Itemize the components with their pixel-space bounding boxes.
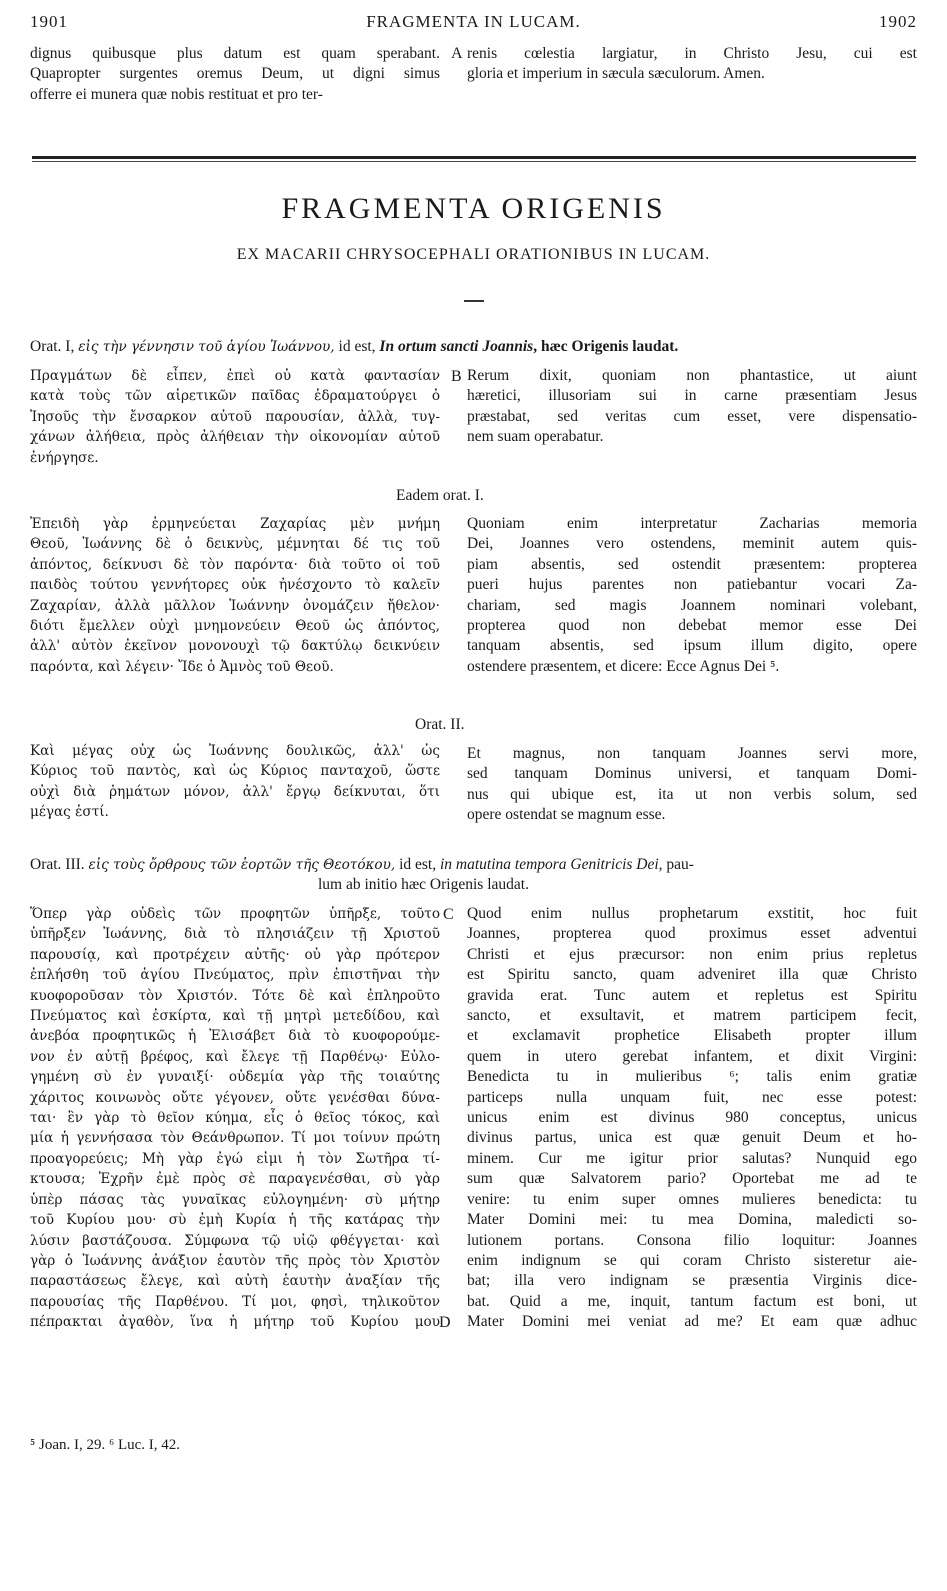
- text-line: offerre ei munera quæ nobis restituat et pro ter-: [30, 85, 323, 103]
- margin-marker-d: D: [439, 1314, 451, 1331]
- heading-suffix: pau-: [662, 856, 694, 873]
- text-line: ἀνεβόα προφητικῶς ἡ Ἐλισάβετ διὰ τὸ κυοφορούμε-: [30, 1028, 440, 1045]
- text-line: Κύριος τοῦ παντὸς, καὶ ὡς Κύριος πανταχοῦ, ὥστε: [30, 763, 440, 780]
- text-line: Dei, Joannes vero ostendens, meminit autem quis-: [467, 535, 917, 553]
- text-line: παραστάσεως ἔλεγε, καὶ αὐτὴ ἑαυτὴν ἀναξίαν τῆς: [30, 1273, 440, 1290]
- text-line: ostendere præsentem, et dicere: Ecce Agnus Dei ⁵.: [467, 657, 780, 675]
- orat-label: Orat. I,: [30, 338, 79, 355]
- top-left-continuation: [30, 44, 440, 105]
- text-line: ἐπλήσθη τοῦ ἁγίου Πνεύματος, πρὶν ἐπιστῆναι τὴν: [30, 967, 440, 984]
- section-title: FRAGMENTA ORIGENIS: [281, 192, 666, 225]
- heading-connector: id est,: [395, 856, 440, 873]
- text-line: Quapropter surgentes oremus Deum, ut digni simus: [30, 65, 440, 83]
- text-line: παρουσίᾳ, καὶ προτρέχειν αὐτῆς· οὐ γὰρ πρότερον: [30, 946, 440, 963]
- text-line: παρουσίας τῆς Παρθένου. Τί μοι, φησὶ, τηλικοῦτον: [30, 1293, 440, 1310]
- short-rule: [464, 300, 484, 302]
- text-line: bat. Quid a me, inquit, tantum factum est boni, ut: [467, 1292, 917, 1310]
- para-3-greek: [30, 741, 440, 823]
- text-line: bat; illa vero indignam se præsentia Virginis dice-: [467, 1272, 917, 1290]
- text-line: Ἰησοῦς τὴν ἔνσαρκον αὐτοῦ παρουσίαν, ἀλλὰ, τυγ-: [30, 408, 440, 425]
- text-line: προαγορεύεις; Μὴ γὰρ ἐγώ εἰμι ἡ τὸν Σωτῆρα τί-: [30, 1150, 440, 1167]
- text-line: νον ἐν αὐτῇ βρέφος, καὶ ἔλεγε τῇ Παρθένῳ· Εὐλο-: [30, 1048, 440, 1065]
- text-line: ἀλλ' αὐτὸν ἐκεῖνον μονονουχὶ τῷ δακτύλῳ δεικνύειν: [30, 638, 440, 655]
- text-line: hæretici, illusoriam sui in carne præsentiam Jesus: [467, 387, 917, 405]
- text-line: μία ἡ γεννήσασα τὸν Θεάνθρωπον. Τί μοι τοίνυν πρώτη: [30, 1130, 440, 1147]
- text-line: Et magnus, non tanquam Joannes servi more,: [467, 745, 917, 762]
- text-line: piam absentis, sed ostendit præsentem: propterea: [467, 555, 917, 573]
- latin-title: In ortum sancti Joannis: [379, 338, 534, 355]
- text-line: propterea quod non debebat memor esse Dei: [467, 617, 917, 635]
- text-line: Θεοῦ, Ἰωάννης δὲ ὁ δεικνὺς, μέμνηται δέ τις τοῦ: [30, 536, 440, 553]
- orat-2-heading: Orat. II.: [415, 716, 465, 733]
- text-line: Benedicta tu in mulieribus ⁶; talis enim gratiæ: [467, 1068, 917, 1086]
- text-line: pueri hujus parentes non patiebantur vocari Za-: [467, 576, 917, 594]
- text-line: Ζαχαρίαν, ἀλλὰ μᾶλλον Ἰωάννην ὀνομάζειν ἤθελον·: [30, 597, 440, 614]
- text-line: παιδὸς τούτου γεννήτορες οὐκ ἠνέσχοντο τὸ καλεῖν: [30, 577, 440, 594]
- text-line: τοῦ Κυρίου μου· σὺ ἐμὴ Κυρία ἡ τῆς κατάρας τὴν: [30, 1212, 440, 1229]
- left-column-number: 1901: [30, 12, 68, 31]
- text-line: ἐνήργησε.: [30, 449, 99, 466]
- text-line: renis cœlestia largiatur, in Christo Jesu, cui est: [467, 45, 917, 62]
- greek-title: εἰς τοὺς ὄρθρους τῶν ἑορτῶν τῆς Θεοτόκου,: [88, 857, 396, 873]
- text-line: Mater Domini mei veniat ad me? Et eam quæ adhuc: [467, 1313, 917, 1331]
- text-line: Πραγμάτων δὲ εἶπεν, ἐπεὶ οὐ κατὰ φαντασίαν: [30, 368, 440, 384]
- latin-title: in matutina tempora Genitricis Dei,: [439, 856, 663, 873]
- orat-label: Orat. III.: [30, 856, 89, 873]
- text-line: et exclamavit prophetice Elisabeth propter illum: [467, 1027, 917, 1045]
- text-line: minem. Cur me igitur prior salutas? Nunquid ego: [467, 1149, 917, 1167]
- text-line: ται· ἓν γὰρ τὸ θεῖον κύημα, εἷς ὁ θεῖος τόκος, καὶ: [30, 1110, 440, 1127]
- text-line: quem in utero gerebat infantem, et dixit Virgini:: [467, 1047, 917, 1065]
- text-line: nem suam operabatur.: [467, 428, 604, 446]
- text-line: Quoniam enim interpretatur Zacharias memoria: [467, 515, 917, 532]
- footnotes: ⁵ Joan. I, 29. ⁶ Luc. I, 42.: [30, 1437, 181, 1453]
- text-line: venire: tu enim super omnes mulieres benedicta: tu: [467, 1190, 917, 1208]
- text-line: sum quæ Salvatorem pario? Oportebat me ad te: [467, 1170, 917, 1188]
- text-line: sancto, et exsultavit, et matrem participem fecit,: [467, 1007, 917, 1025]
- text-line: Rerum dixit, quoniam non phantastice, ut aiunt: [467, 367, 917, 384]
- section-subtitle: EX MACARII CHRYSOCEPHALI ORATIONIBUS IN LUCAM.: [236, 246, 711, 263]
- text-line: enim indignum se qui coram Christo sisteretur aie-: [467, 1251, 917, 1269]
- text-line: ὑπῆρξεν Ἰωάννης, διὰ τὸ πλησιάζειν τῇ Χριστοῦ: [30, 926, 440, 943]
- orat-3-heading: [30, 855, 920, 875]
- text-line: χάριτος κοινωνὸς οὔτε γέγονεν, οὔτε γενέσθαι δύνα-: [30, 1089, 440, 1106]
- margin-marker-c: C: [443, 906, 454, 923]
- para-2-latin: [467, 514, 917, 677]
- eadem-heading: Eadem orat. I.: [396, 487, 484, 504]
- orat-1-heading: [30, 337, 920, 357]
- text-line: ἀπόντος, δείκνυσι δὲ τὸν παρόντα· διὰ τοῦτο οἱ τοῦ: [30, 556, 440, 573]
- text-line: unicus enim est divinus 980 conceptus, unicus: [467, 1109, 917, 1127]
- text-line: sed tanquam Dominus universi, et tanquam Domi-: [467, 765, 917, 783]
- text-line: κυοφοροῦσαν τὸν Χριστόν. Τότε δὲ καὶ ἐπληροῦτο: [30, 987, 440, 1004]
- text-line: Ὅπερ γὰρ οὐδεὶς τῶν προφητῶν ὑπῆρξε, τοῦτο: [30, 906, 440, 922]
- text-line: Quod enim nullus prophetarum exstitit, hoc fuit: [467, 905, 917, 922]
- text-line: tanquam absentis, sed ipsum illum digito, opere: [467, 637, 917, 655]
- text-line: gloria et imperium in sæcula sæculorum. Amen.: [467, 65, 765, 83]
- running-title: FRAGMENTA IN LUCAM.: [366, 12, 581, 31]
- text-line: μέγας ἐστί.: [30, 804, 109, 821]
- right-column-number: 1902: [879, 12, 917, 31]
- text-line: particeps nulla unquam fuit, nec esse potest:: [467, 1088, 917, 1106]
- text-line: λύσιν βαστάζουσα. Σύμφωνα τῷ υἱῷ φθέγγεται· καὶ: [30, 1232, 440, 1249]
- text-line: dignus quibusque plus datum est quam sperabant.: [30, 45, 440, 62]
- para-4-greek: [30, 904, 440, 1333]
- text-line: κτουσα; Ἐχρῆν ἐμὲ πρὸς σὲ παραγενέσθαι, σὺ γὰρ: [30, 1171, 440, 1188]
- section-divider-thin: [32, 161, 916, 162]
- greek-title: εἰς τὴν γέννησιν τοῦ ἁγίου Ἰωάννου,: [78, 339, 335, 355]
- para-3-latin: [467, 744, 917, 826]
- section-divider: [32, 156, 916, 159]
- text-line: οὐχὶ διὰ ῥημάτων μόνον, ἀλλ' ἔργῳ δείκνυται, ὅτι: [30, 783, 440, 800]
- text-line: χάνων ἀλήθεια, πρὸς ἀλήθειαν τὴν οἰκονομίαν αὐτοῦ: [30, 429, 440, 446]
- margin-marker-a: A: [451, 45, 463, 62]
- text-line: Ἐπειδὴ γὰρ ἑρμηνεύεται Ζαχαρίας μὲν μνήμη: [30, 516, 440, 532]
- text-line: κατὰ τοὺς τῶν αἱρετικῶν παῖδας ἐδραματούργει ὁ: [30, 388, 440, 405]
- text-line: opere ostendat se magnum esse.: [467, 806, 666, 824]
- text-line: πέπρακται ἀγαθὸν, ἵνα ἡ μήτηρ τοῦ Κυρίου μου: [30, 1314, 440, 1331]
- margin-marker-b: B: [451, 368, 462, 385]
- text-line: διότι ἔμελλεν οὐχὶ μνημονεύειν Θεοῦ ὡς ἀπόντος,: [30, 618, 440, 635]
- text-line: Joannes, propterea quod proximus esset adventui: [467, 925, 917, 943]
- heading-suffix: , hæc Origenis laudat.: [533, 338, 679, 355]
- text-line: est Spiritu sancto, quam adveniret illa quæ Christo: [467, 966, 917, 984]
- text-line: lutionem portans. Consona filio loquitur: Joannes: [467, 1231, 917, 1249]
- running-header: [30, 12, 917, 36]
- text-line: Πνεύματος καὶ ἐσκίρτα, καὶ τῇ μητρὶ μετεδίδου, καὶ: [30, 1008, 440, 1025]
- text-line: gravida erat. Tunc autem et repletus est Spiritu: [467, 986, 917, 1004]
- text-line: ὑπὲρ πάσας τὰς γυναῖκας εὐλογημένη· σὺ μήτηρ: [30, 1191, 440, 1208]
- top-right-continuation: [467, 44, 917, 85]
- para-2-greek: [30, 514, 440, 677]
- orat-3-heading-line-2: lum ab initio hæc Origenis laudat.: [318, 876, 529, 893]
- para-4-latin: [467, 904, 917, 1333]
- text-line: divinus partus, unica est quæ genuit Deum et ho-: [467, 1129, 917, 1147]
- text-line: γὰρ ὁ Ἰωάννης ἀνάξιον ἑαυτὸν τῆς πρὸς τὸν Χριστὸν: [30, 1252, 440, 1269]
- text-line: nus qui ubique est, ita ut non verbis solum, sed: [467, 785, 917, 803]
- text-line: chariam, sed magis Joannem nominari volebant,: [467, 596, 917, 614]
- para-1-latin: [467, 366, 917, 448]
- text-line: γημένη σὺ ἐν γυναιξί· οὐδεμία γὰρ τῆς τοιαύτης: [30, 1069, 440, 1086]
- heading-connector: id est,: [334, 338, 380, 355]
- para-1-greek: [30, 366, 440, 468]
- text-line: παρόντα, καὶ λέγειν· Ἴδε ὁ Ἀμνὸς τοῦ Θεοῦ.: [30, 658, 334, 675]
- text-line: Christi et ejus præcursor: non enim prius repletus: [467, 945, 917, 963]
- text-line: Mater Domini mei: tu mea Domina, maledicti so-: [467, 1211, 917, 1229]
- text-line: Καὶ μέγας οὐχ ὡς Ἰωάννης δουλικῶς, ἀλλ' ὡς: [30, 743, 440, 759]
- text-line: præstabat, sed veritas cum esset, vere dispensatio-: [467, 407, 917, 425]
